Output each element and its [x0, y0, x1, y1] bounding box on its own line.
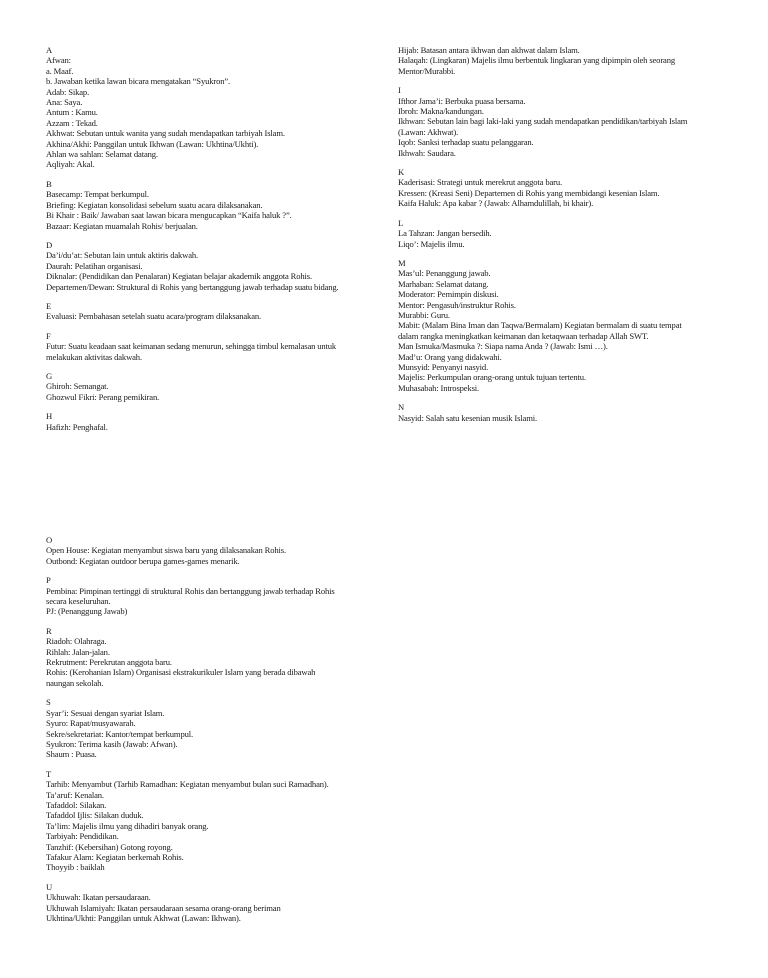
entry-line: Kressen: (Kreasi Seni) Departemen di Rohis yang membidangi kesenian Islam.	[398, 187, 660, 198]
entry-line: Mentor/Murabbi.	[398, 65, 456, 76]
entry-line: Man Ismuka/Masmuka ?: Siapa nama Anda ? (Jawab: Ismi …).	[398, 341, 608, 352]
entry-line: Iqob: Sanksi terhadap suatu pelanggaran.	[398, 137, 534, 148]
section-letter: G	[46, 370, 53, 381]
section-letter: U	[46, 881, 53, 892]
section-letter: P	[46, 575, 51, 586]
entry-line: Kaifa Haluk: Apa kabar ? (Jawab: Alhamdulillah, bi khair).	[398, 198, 594, 209]
entry-line: La Tahzan: Jangan bersedih.	[398, 228, 492, 239]
section-g	[46, 371, 366, 402]
entry-line: Tafaddol: Silakan.	[46, 799, 107, 810]
entry-line: Basecamp: Tempat berkumpul.	[46, 189, 149, 200]
entry-line: Rihlah: Jalan-jalan.	[46, 646, 110, 657]
entry-line: Syar’i: Sesuai dengan syariat Islam.	[46, 707, 165, 718]
section-r	[46, 626, 366, 688]
entry-line: Tafakur Alam: Kegiatan berkemah Rohis.	[46, 851, 184, 862]
section-letter: H	[46, 411, 53, 422]
entry-line: Tanzhif: (Kebersihan) Gotong royong.	[46, 841, 173, 852]
entry-line: Ikhwan: Sebutan lain bagi laki-laki yang sudah mendapatkan pendidikan/tarbiyah Islam	[398, 116, 688, 127]
section-letter: F	[46, 330, 51, 341]
section-letter: A	[46, 45, 53, 55]
entry-line: Akhina/Akhi: Panggilan untuk Ikhwan (Lawan: Ukhtina/Ukhti).	[46, 138, 259, 149]
section-f	[46, 331, 366, 362]
entry-line: secara keseluruhan.	[46, 596, 111, 607]
section-letter: I	[398, 85, 401, 96]
entry-line: Rohis: (Kerohanian Islam) Organisasi ekstrakurikuler Islam yang berada dibawah	[46, 667, 316, 678]
entry-line: Syuro: Rapat/musyawarah.	[46, 718, 136, 729]
entry-line: melakukan aktivitas dakwah.	[46, 351, 142, 362]
entry-line: Pembina: Pimpinan tertinggi di struktural Rohis dan bertanggung jawab terhadap Rohis	[46, 585, 335, 596]
entry-line: Bi Khair : Baik/ Jawaban saat lawan bicara mengucapkan “Kaifa haluk ?”.	[46, 210, 292, 221]
section-k	[398, 167, 716, 209]
entry-line: Adab: Sikap.	[46, 86, 90, 97]
entry-line: Akhwat: Sebutan untuk wanita yang sudah mendapatkan tarbiyah Islam.	[46, 128, 285, 139]
entry-line: Tarhib: Menyambut (Tarhib Ramadhan: Kegiatan menyambut bulan suci Ramadhan).	[46, 779, 329, 790]
entry-line: Rekrutment: Perekrutan anggota baru.	[46, 657, 172, 668]
entry-line: Ibroh: Makna/kandungan.	[398, 106, 484, 117]
entry-line: Futur: Suatu keadaan saat keimanan sedang menurun, sehingga timbul kemalasan untuk	[46, 341, 337, 352]
entry-line: PJ: (Penanggung Jawab)	[46, 606, 128, 617]
entry-line: Moderator: Pemimpin diskusi.	[398, 289, 499, 300]
section-o	[46, 535, 366, 566]
entry-line: Ukhtina/Ukhti: Panggilan untuk Akhwat (Lawan: Ikhwan).	[46, 913, 241, 923]
entry-line: Tarbiyah: Pendidikan.	[46, 831, 119, 842]
entry-line: Azzam : Tekad.	[46, 117, 98, 128]
entry-line: Ahlan wa sahlan: Selamat datang.	[46, 149, 158, 160]
section-s	[46, 697, 366, 759]
entry-line: Liqo’: Majelis ilmu.	[398, 238, 465, 249]
section-m	[398, 258, 716, 393]
entry-line: (Lawan: Akhwat).	[398, 126, 459, 137]
entry-line: Marhaban: Selamat datang.	[398, 278, 489, 289]
section-letter: N	[398, 402, 405, 413]
section-letter: E	[46, 300, 52, 311]
entry-line: Ta’aruf: Kenalan.	[46, 789, 104, 800]
section-h	[46, 411, 366, 432]
section-i	[398, 85, 716, 158]
entry-line: Nasyid: Salah satu kesenian musik Islami.	[398, 412, 537, 423]
entry-line: Aqliyah: Akal.	[46, 159, 95, 170]
entry-line: a. Maaf.	[46, 65, 74, 76]
entry-line: Mentor: Pengasuh/instruktur Rohis.	[398, 299, 516, 310]
entry-line: Ana: Saya.	[46, 97, 83, 108]
section-d	[46, 240, 366, 292]
entry-line: Afwan:	[46, 55, 71, 66]
entry-line: Mabit: (Malam Bina Iman dan Taqwa/Bermalam) Kegiatan bermalam di suatu tempat	[398, 320, 682, 331]
entry-line: Hafizh: Penghafal.	[46, 421, 108, 432]
left-column-top	[46, 45, 366, 441]
entry-line: dalam rangka meningkatkan keimanan dan ketaqwaan terhadap Allah SWT.	[398, 330, 649, 341]
entry-line: Muhasabah: Introspeksi.	[398, 382, 480, 393]
entry-line: Syukron: Terima kasih (Jawab: Afwan).	[46, 738, 178, 749]
left-column-bottom	[46, 535, 366, 932]
entry-line: Bazaar: Kegiatan muamalah Rohis/ berjualan.	[46, 220, 198, 231]
section-letter: T	[46, 768, 52, 779]
entry-line: Outbond: Kegiatan outdoor berupa games-games menarik.	[46, 555, 240, 566]
entry-line: Mas’ul: Penanggung jawab.	[398, 268, 491, 279]
entry-line: Ta’lim: Majelis ilmu yang dihadiri banyak orang.	[46, 820, 209, 831]
entry-line: Ukhuwah Islamiyah: Ikatan persaudaraan sesama orang-orang beriman	[46, 902, 281, 913]
entry-line: Departemen/Dewan: Struktural di Rohis yang bertanggung jawab terhadap suatu bidang.	[46, 281, 339, 292]
entry-line: Open House: Kegiatan menyambut siswa baru yang dilaksanakan Rohis.	[46, 545, 286, 556]
section-e	[46, 301, 366, 322]
entry-line: Halaqah: (Lingkaran) Majelis ilmu berbentuk lingkaran yang dipimpin oleh seorang	[398, 55, 676, 66]
entry-line: Evaluasi: Pembahasan setelah suatu acara/program dilaksanakan.	[46, 311, 262, 322]
section-letter: R	[46, 625, 52, 636]
section-b	[46, 179, 366, 231]
entry-line: Antum : Kamu.	[46, 107, 98, 118]
entry-line: Ikhwah: Saudara.	[398, 147, 456, 158]
entry-line: Ukhuwah: Ikatan persaudaraan.	[46, 892, 151, 903]
entry-line: Daurah: Pelatihan organisasi.	[46, 260, 143, 271]
section-letter: S	[46, 697, 51, 708]
entry-line: Kaderisasi: Strategi untuk merekrut anggota baru.	[398, 177, 562, 188]
section-l	[398, 218, 716, 249]
entry-line: Ghiroh: Semangat.	[46, 381, 109, 392]
entry-line: Munsyid: Penyanyi nasyid.	[398, 361, 489, 372]
section-letter: M	[398, 257, 406, 268]
section-letter: D	[46, 239, 53, 250]
entry-line: Ifthor Jama’i: Berbuka puasa bersama.	[398, 95, 526, 106]
entry-line: Briefing: Kegiatan konsolidasi sebelum suatu acara dilaksanakan.	[46, 199, 263, 210]
section-t	[46, 769, 366, 873]
section-n	[398, 402, 716, 423]
section-u	[46, 882, 366, 924]
entry-line: Shaum : Puasa.	[46, 749, 97, 760]
entry-line: Majelis: Perkumpulan orang-orang untuk tujuan tertentu.	[398, 372, 586, 383]
right-column	[398, 45, 716, 432]
entry-line: Mad’u: Orang yang didakwahi.	[398, 351, 502, 362]
entry-line: Riadoh: Olahraga.	[46, 636, 107, 647]
entry-line: Ghozwul Fikri: Perang pemikiran.	[46, 391, 160, 402]
section-letter: O	[46, 535, 53, 545]
entry-line: Murabbi: Guru.	[398, 309, 450, 320]
section-letter: L	[398, 217, 404, 228]
entry-line: Sekre/sekretariat: Kantor/tempat berkumpul.	[46, 728, 193, 739]
entry-line: Thoyyib : baiklah	[46, 862, 105, 873]
entry-line: b. Jawaban ketika lawan bicara mengatakan “Syukron”.	[46, 76, 231, 87]
section-letter: B	[46, 178, 52, 189]
entry-line: Da’i/du’at: Sebutan lain untuk aktiris dakwah.	[46, 250, 199, 261]
section-a	[46, 45, 366, 170]
section-h-continued	[398, 45, 716, 76]
entry-line: Tafaddol Ijlis: Silakan duduk.	[46, 810, 144, 821]
entry-line: naungan sekolah.	[46, 677, 104, 688]
section-p	[46, 575, 366, 617]
entry-line: Diknalar: (Pendidikan dan Penalaran) Kegiatan belajar akademik anggota Rohis.	[46, 271, 312, 282]
entry-line: Hijab: Batasan antara ikhwan dan akhwat dalam Islam.	[398, 45, 580, 55]
section-letter: K	[398, 167, 405, 178]
